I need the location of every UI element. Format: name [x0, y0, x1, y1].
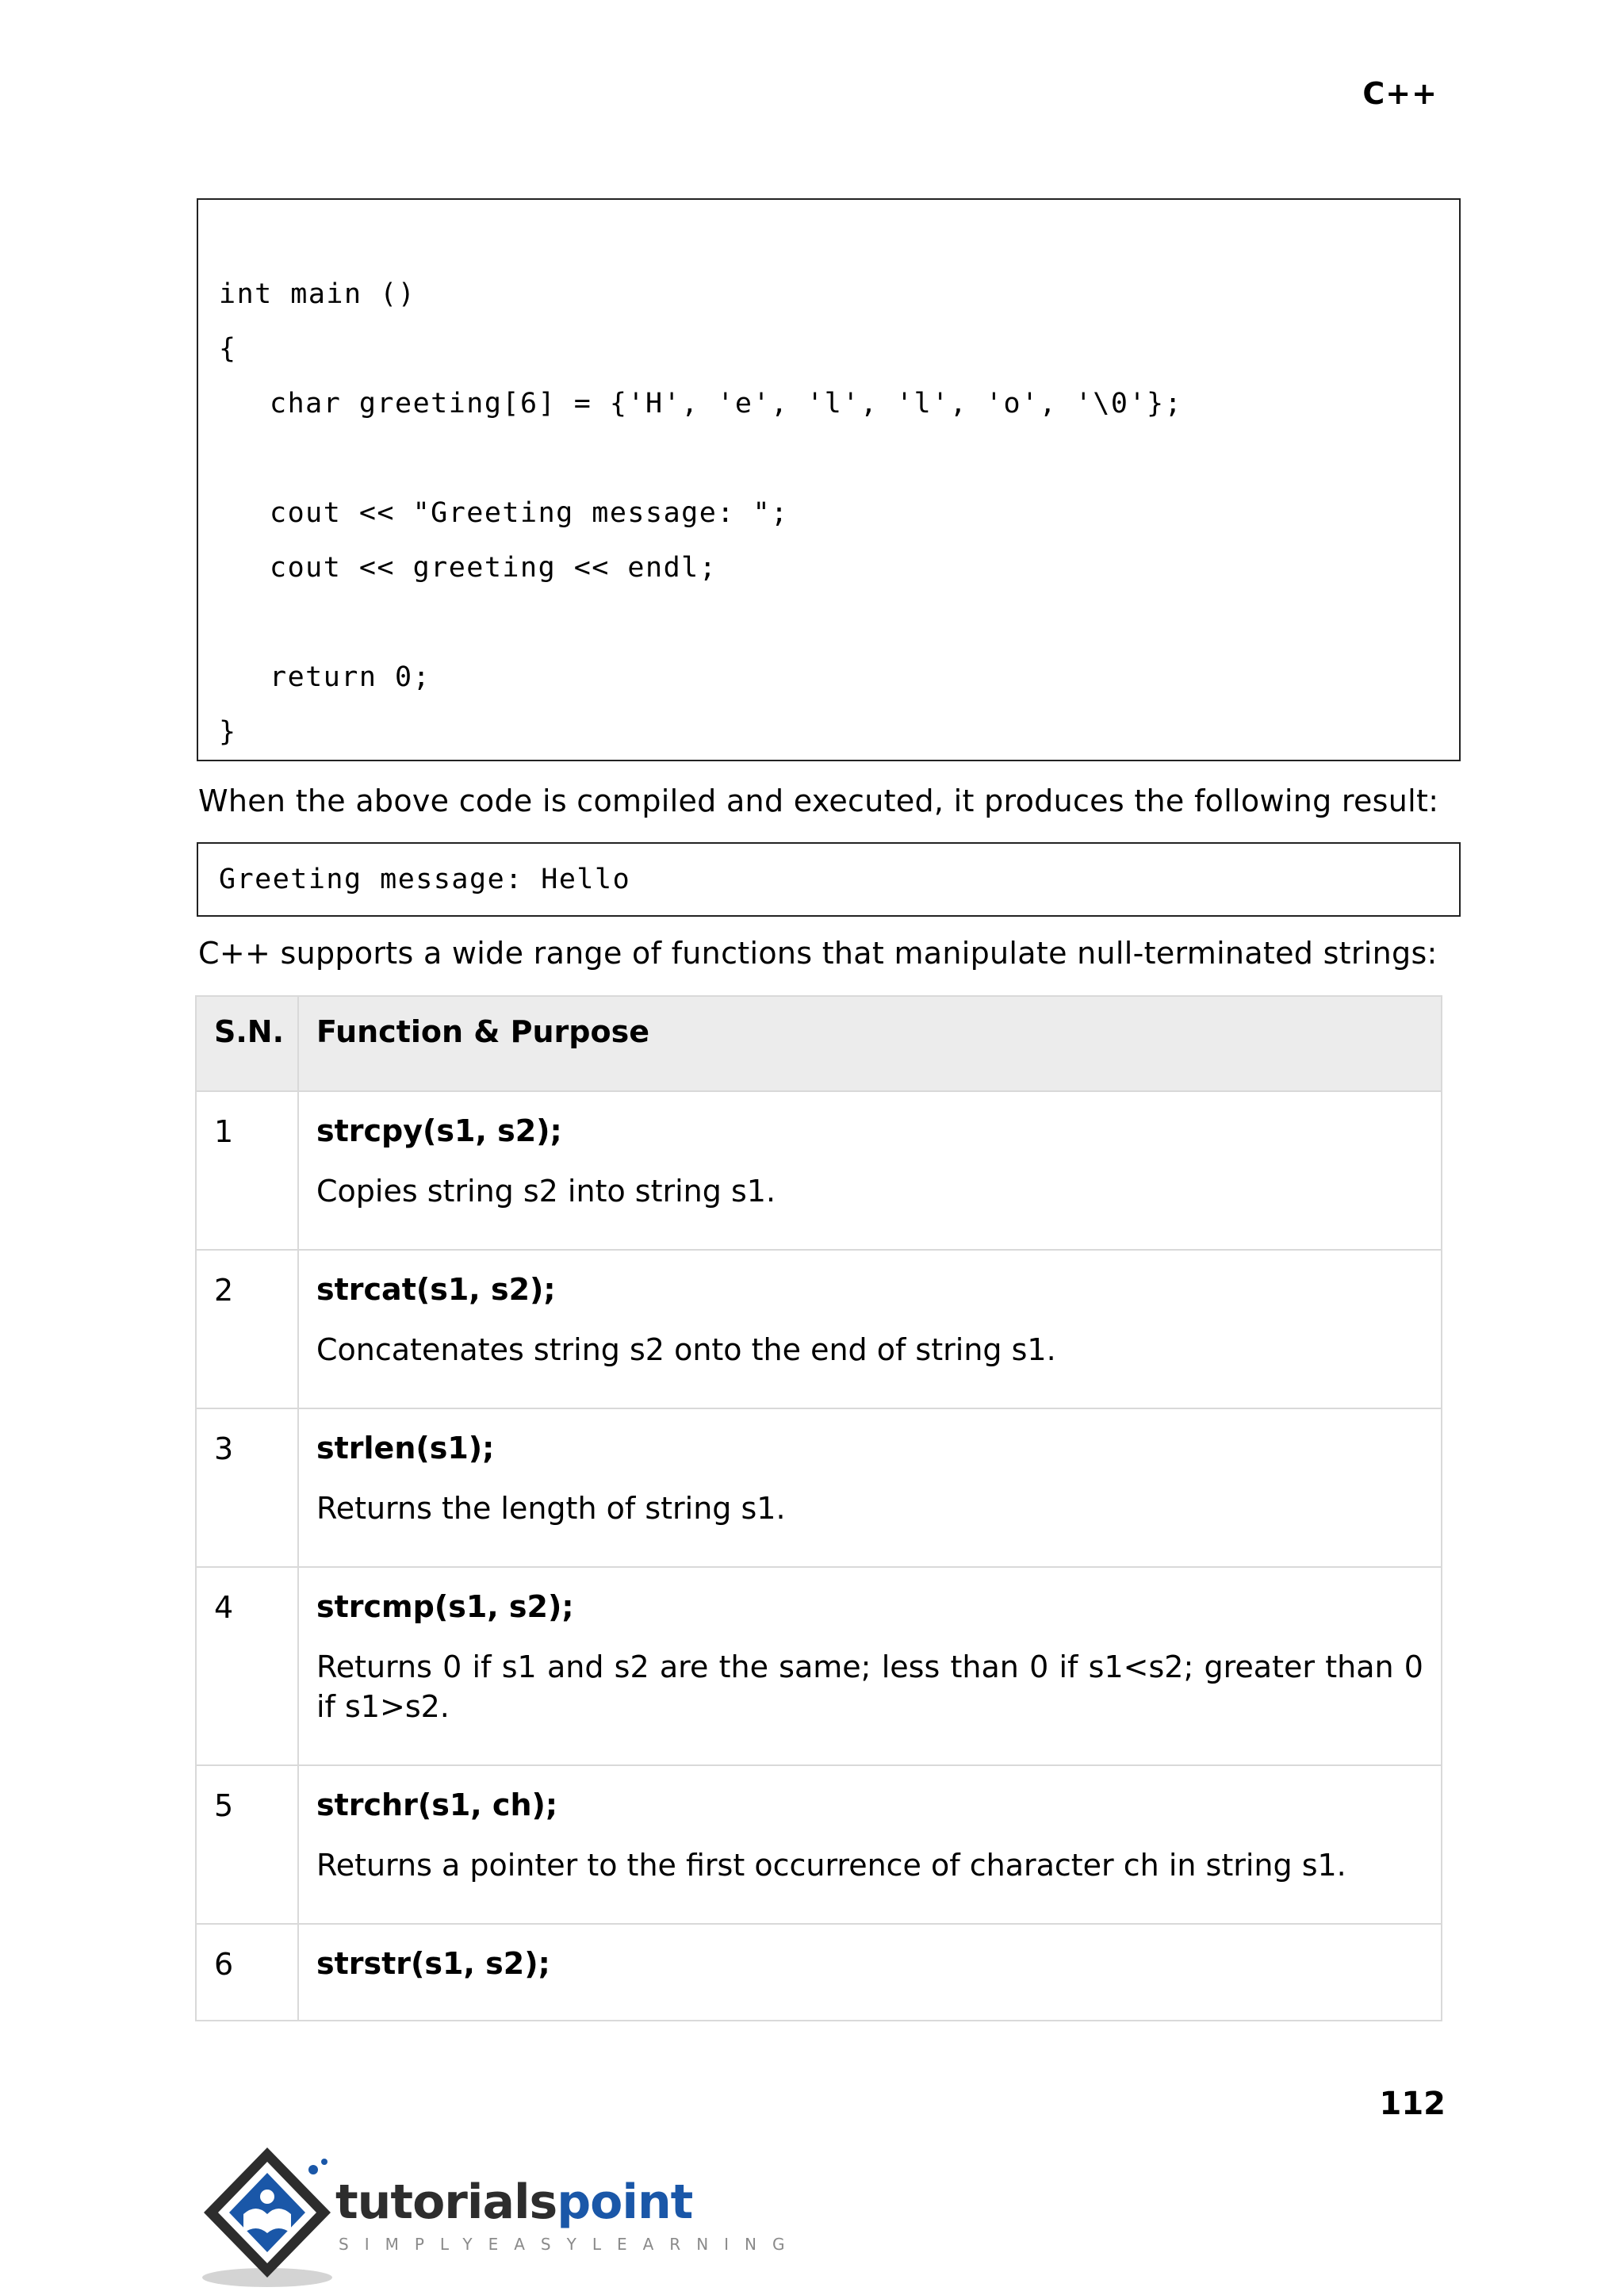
page-number: 112 [1379, 2086, 1446, 2122]
page-header-title: C++ [1362, 76, 1438, 111]
functions-paragraph: C++ supports a wide range of functions that manipulate null-terminated strings: [198, 936, 1438, 971]
logo-tagline: SIMPLYEASYLEARNING [339, 2235, 801, 2254]
function-name: strcpy(s1, s2); [316, 1113, 562, 1148]
function-description: Returns the length of string s1. [316, 1491, 786, 1526]
row-sn: 1 [196, 1091, 298, 1250]
table-row [196, 1250, 1442, 1408]
code-line: cout << "Greeting message: "; [270, 497, 789, 529]
function-description: Copies string s2 into string s1. [316, 1174, 776, 1209]
tutorialspoint-logo [194, 2141, 801, 2292]
function-name: strlen(s1); [316, 1431, 495, 1466]
row-function [298, 1250, 1442, 1408]
row-function [298, 1567, 1442, 1765]
logo-wordmark [335, 2174, 692, 2230]
result-paragraph: When the above code is compiled and executed, it produces the following result: [198, 784, 1439, 818]
row-function [298, 1091, 1442, 1250]
table-row [196, 1924, 1442, 2021]
row-sn: 5 [196, 1765, 298, 1924]
row-sn: 4 [196, 1567, 298, 1765]
row-sn: 2 [196, 1250, 298, 1408]
code-line: return 0; [270, 661, 431, 693]
table-header-row [196, 996, 1442, 1091]
row-sn: 6 [196, 1924, 298, 2021]
row-function [298, 1924, 1442, 2021]
header-function-purpose: Function & Purpose [298, 996, 1442, 1091]
code-line: cout << greeting << endl; [270, 552, 718, 584]
function-name: strcat(s1, s2); [316, 1272, 556, 1307]
table-row [196, 1765, 1442, 1924]
code-line: { [219, 333, 237, 365]
row-sn: 3 [196, 1408, 298, 1567]
logo-text-point: point [557, 2174, 693, 2230]
function-description: Returns 0 if s1 and s2 are the same; less than 0 if s1<s2; greater than 0 if s1>s2. [316, 1649, 1423, 1724]
logo-emblem-icon [194, 2141, 353, 2292]
table-row [196, 1091, 1442, 1250]
function-description: Returns a pointer to the first occurrence of character ch in string s1. [316, 1848, 1346, 1883]
code-block [197, 198, 1461, 761]
code-line-blank [219, 431, 1459, 486]
row-function [298, 1765, 1442, 1924]
code-line-blank [219, 596, 1459, 650]
function-name: strchr(s1, ch); [316, 1787, 558, 1822]
logo-text-tutorials: tutorials [335, 2174, 557, 2230]
code-line: } [219, 716, 237, 748]
code-line: char greeting[6] = {'H', 'e', 'l', 'l', 'o', '\0'}; [270, 388, 1183, 420]
output-block: Greeting message: Hello [197, 842, 1461, 917]
string-functions-table [195, 995, 1442, 2021]
table-row [196, 1567, 1442, 1765]
row-function [298, 1408, 1442, 1567]
function-name: strcmp(s1, s2); [316, 1589, 574, 1624]
code-line: int main () [219, 278, 416, 310]
function-description: Concatenates string s2 onto the end of string s1. [316, 1332, 1056, 1367]
table-row [196, 1408, 1442, 1567]
header-sn: S.N. [196, 996, 298, 1091]
function-name: strstr(s1, s2); [316, 1946, 550, 1981]
